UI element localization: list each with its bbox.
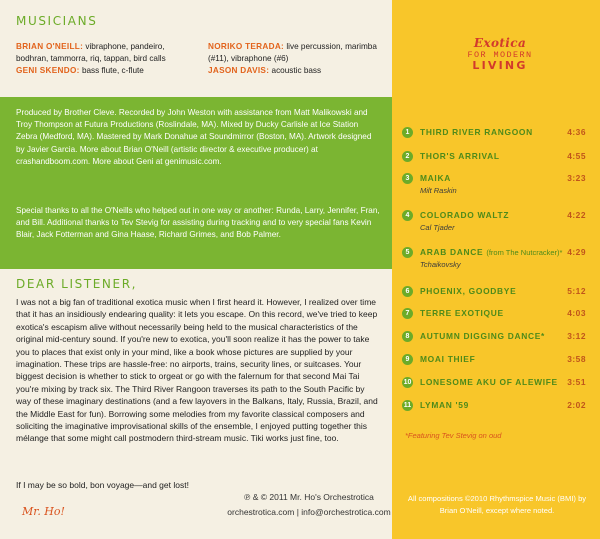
signature: Mr. Ho!: [22, 505, 65, 518]
musician-entry: NORIKO TERADA: live percussion, marimba (#11), vibraphone (#6): [208, 42, 377, 64]
right-panel: [392, 0, 600, 539]
musician-entry: GENI SKENDO: bass flute, c-flute: [16, 66, 144, 76]
track-row: [402, 354, 592, 366]
track-title: MAIKA: [420, 173, 451, 183]
track-length: 3:58: [567, 354, 586, 364]
track-row: [402, 247, 592, 269]
track-length: 5:12: [567, 286, 586, 296]
track-row: [402, 210, 592, 232]
musician-entry: JASON DAVIS: acoustic bass: [208, 66, 322, 76]
track-row: [402, 286, 592, 298]
copyright: [226, 490, 392, 520]
composition-footnote: All compositions ©2010 Rhythmspice Music (BMI) by Brian O'Neill, except where noted.: [407, 494, 587, 515]
track-length: 3:23: [567, 173, 586, 183]
track-length: 4:55: [567, 151, 586, 161]
track-subtitle: (from The Nutcracker)*: [486, 248, 563, 257]
track-composer: Tchaikovsky: [420, 260, 461, 269]
track-row: [402, 400, 592, 412]
track-number: 3: [402, 173, 413, 184]
track-number: 7: [402, 308, 413, 319]
track-length: 4:29: [567, 247, 586, 257]
track-title: COLORADO WALTZ: [420, 210, 510, 220]
track-row: [402, 331, 592, 343]
track-number: 5: [402, 247, 413, 258]
track-title: THOR'S ARRIVAL: [420, 151, 500, 161]
track-composer: Milt Raskin: [420, 186, 457, 195]
logo-script: Exotica: [473, 36, 527, 50]
logo-line-1: FOR MODERN: [467, 50, 533, 60]
track-number: 9: [402, 354, 413, 365]
track-title: PHOENIX, GOODBYE: [420, 286, 517, 296]
musician-entry: BRIAN O'NEILL: vibraphone, pandeiro, bodhran, tammorra, riq, tappan, bird calls: [16, 42, 166, 64]
track-length: 4:36: [567, 127, 586, 137]
credits-production: Produced by Brother Cleve. Recorded by John Weston with assistance from Matt Malikowski and Troy Thompson at Futura Productions (Roslindale, MA). Mixed by Ducky Carlisle at Ice Station Zebra (Medford, MA). Mastered by Mark Donahue at Soundmirror (Boston, MA). Artwork designed by Javier Garcia. More about Brian O'Neill (artistic director & executive producer) at crashandboom.com. More about Geni at genimusic.com.: [16, 108, 372, 166]
track-row: [402, 127, 592, 139]
logo-line-2: LIVING: [472, 59, 528, 72]
track-title: MOAI THIEF: [420, 354, 476, 364]
credits-panel: [0, 97, 392, 269]
musicians-heading: MUSICIANS: [16, 14, 98, 28]
track-number: 4: [402, 210, 413, 221]
featuring-note: *Featuring Tev Stevig on oud: [405, 431, 502, 440]
track-number: 10: [403, 379, 412, 386]
track-row: [402, 377, 592, 389]
track-number: 8: [402, 331, 413, 342]
copyright-line: ℗ & © 2011 Mr. Ho's Orchestrotica: [244, 492, 374, 502]
track-length: 4:22: [567, 210, 586, 220]
track-title: AUTUMN DIGGING DANCE*: [420, 331, 545, 341]
credits-thanks: Special thanks to all the O'Neills who helped out in one way or another: Runda, Larry, Jennifer, Fran, and Bill. Additional thanks to Tev Stevig for assisting during tracking and to very special fans Kevin Blair, Jack Fotterman and Gina Haase, Richard Grimes, and Bob Palmer.: [16, 206, 380, 240]
album-logo: [450, 36, 550, 72]
track-title: THIRD RIVER RANGOON: [420, 127, 533, 137]
track-length: 3:12: [567, 331, 586, 341]
letter-closing: If I may be so bold, bon voyage—and get lost!: [16, 480, 189, 490]
track-title: LONESOME AKU OF ALEWIFE: [420, 377, 558, 387]
musicians-col-2: [208, 41, 382, 78]
track-length: 3:51: [567, 377, 586, 387]
letter-body: I was not a big fan of traditional exotica music when I first heard it. However, I realized over time that it has an insidiously endearing quality: it lets you escape. On this record, we've tried to keep exotica's escapism alive without necessarily being held to the musical characteristics of the original mid-century sound. If you're new to exotica, you'll soon realize it has the power to take you to places that exist only in your mind, like a book whose pictures are supplied by your imagination. These trips are hassle-free: no airports, trains, security lines, or suitcases. Your biggest decision is whether to stick to orgeat or go with the falernum for that second Mai Tai you're mixing by track six. The Third River Rangoon traverses its path to the South Pacific by way of these imaginary destinations (and a few layovers in the Balkans, Italy, Russia, Brazil, and the Middle East for fun). Borrowing some melodies from my favorite classical composers and soliciting the imaginative improvisational skills of the ensemble, I enjoyed putting together this mélange that some might call postmodern third-stream music. Tiki works just fine, too.: [16, 297, 378, 444]
track-title: ARAB DANCE (from The Nutcracker)*: [420, 247, 563, 257]
track-number: 11: [403, 402, 412, 409]
track-row: [402, 151, 592, 163]
letter-heading: DEAR LISTENER,: [16, 277, 138, 291]
track-composer: Cal Tjader: [420, 223, 455, 232]
track-row: [402, 173, 592, 195]
track-number: 2: [402, 151, 413, 162]
website-line: orchestrotica.com | info@orchestrotica.com: [227, 507, 391, 517]
track-number: 1: [402, 127, 413, 138]
track-number: 6: [402, 286, 413, 297]
track-length: 4:03: [567, 308, 586, 318]
track-length: 2:02: [567, 400, 586, 410]
track-title: LYMAN '59: [420, 400, 469, 410]
track-title: TERRE EXOTIQUE: [420, 308, 504, 318]
track-row: [402, 308, 592, 320]
musicians-col-1: [16, 41, 192, 78]
